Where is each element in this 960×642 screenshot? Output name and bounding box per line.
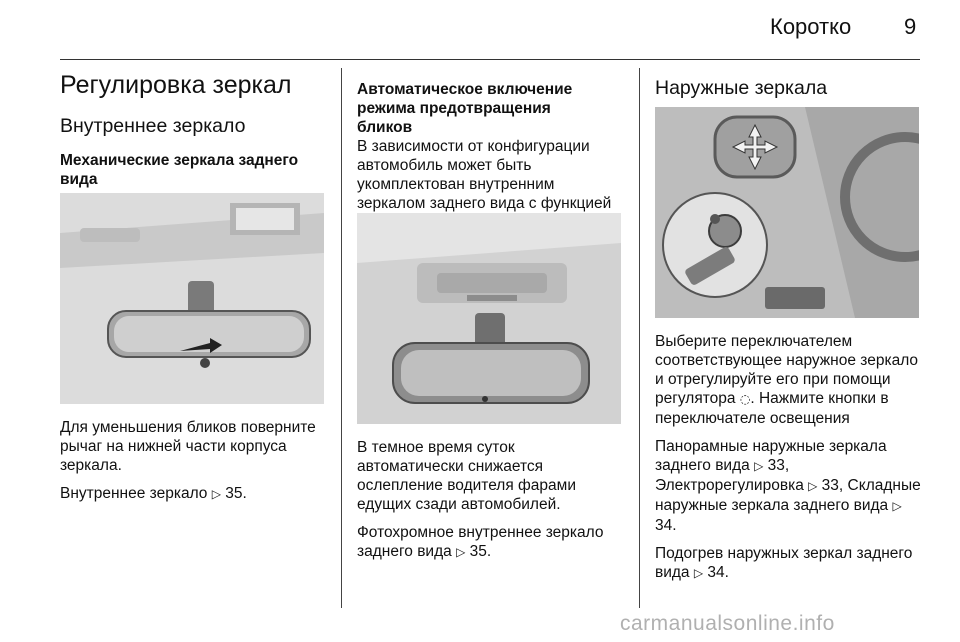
ref-panoramic-label: Панорамные наружные зеркала заднего вида — [655, 438, 887, 474]
watermark: carmanualsonline.info — [620, 612, 835, 635]
xref-page: 35. — [225, 485, 247, 502]
paragraph-heated-mirrors — [655, 544, 923, 583]
mirror-adjust-symbol-icon: ◌ — [739, 392, 751, 406]
select-mirror-text-a: Выберите переключателем соответствующее наружное зеркало и отрегулируйте его при помощи регулятора — [655, 333, 919, 407]
xref-label: Фотохромное внутреннее зеркало заднего вида — [357, 524, 604, 560]
header-rule — [60, 59, 920, 60]
subsection-title-exterior-mirrors: Наружные зеркала — [655, 77, 828, 99]
paragraph-turn-lever: Для уменьшения бликов поверните рычаг на нижней части корпуса зеркала. — [60, 419, 316, 474]
ref-heated-label: Подогрев наружных зеркал заднего вида — [655, 545, 913, 581]
xref-arrow-icon: ▷ — [211, 487, 221, 501]
paragraph-auto-dimming-config: В зависимости от конфигурации автомобиль может быть укомплектован внутренним зеркалом заднего вида с функцией — [357, 138, 612, 212]
xref-arrow-icon: ▷ — [693, 566, 704, 580]
xref-label: Внутреннее зеркало — [60, 485, 208, 502]
xref-arrow-icon: ▷ — [808, 479, 818, 493]
auto-dimming-mirror-image — [357, 213, 621, 424]
ref-heated-page: 34. — [707, 564, 729, 581]
heading-auto-dimming: Автоматическое включение режима предотвращения бликов — [357, 81, 573, 136]
column-divider-1 — [341, 68, 342, 608]
section-title: Регулировка зеркал — [60, 71, 292, 99]
mechanical-mirror-image — [60, 193, 324, 404]
page-number: 9 — [904, 14, 917, 39]
ref-panoramic-page: 33, — [767, 457, 790, 474]
xref-arrow-icon: ▷ — [892, 499, 902, 513]
select-mirror-text-b: . Нажмите кнопки в переключателе освещения — [655, 390, 889, 427]
paragraph-night-glare: В темное время суток автоматически снижается ослепление водителя фарами едущих сзади автомобилей. — [357, 439, 576, 513]
xref-arrow-icon: ▷ — [456, 545, 466, 559]
ref-folding-label: Складные наружные зеркала заднего вида — [655, 477, 921, 514]
ref-electric-page: 33, — [821, 477, 844, 494]
cross-reference-photochromic — [357, 523, 625, 562]
ref-electric-label: Электрорегулировка — [655, 477, 804, 494]
page-header-title: Коротко — [770, 14, 852, 39]
paragraph-select-mirror — [655, 332, 923, 428]
column-divider-2 — [639, 68, 640, 608]
heading-mechanical-mirrors: Механические зеркала заднего вида — [60, 152, 299, 188]
xref-arrow-icon: ▷ — [754, 459, 764, 473]
ref-folding-page: 34. — [655, 517, 677, 534]
paragraph-exterior-refs — [655, 437, 923, 535]
exterior-mirror-control-image — [655, 107, 919, 318]
subsection-title-inner-mirror: Внутреннее зеркало — [60, 115, 246, 137]
xref-page: 35. — [469, 543, 492, 560]
cross-reference-inner-mirror — [60, 484, 328, 504]
